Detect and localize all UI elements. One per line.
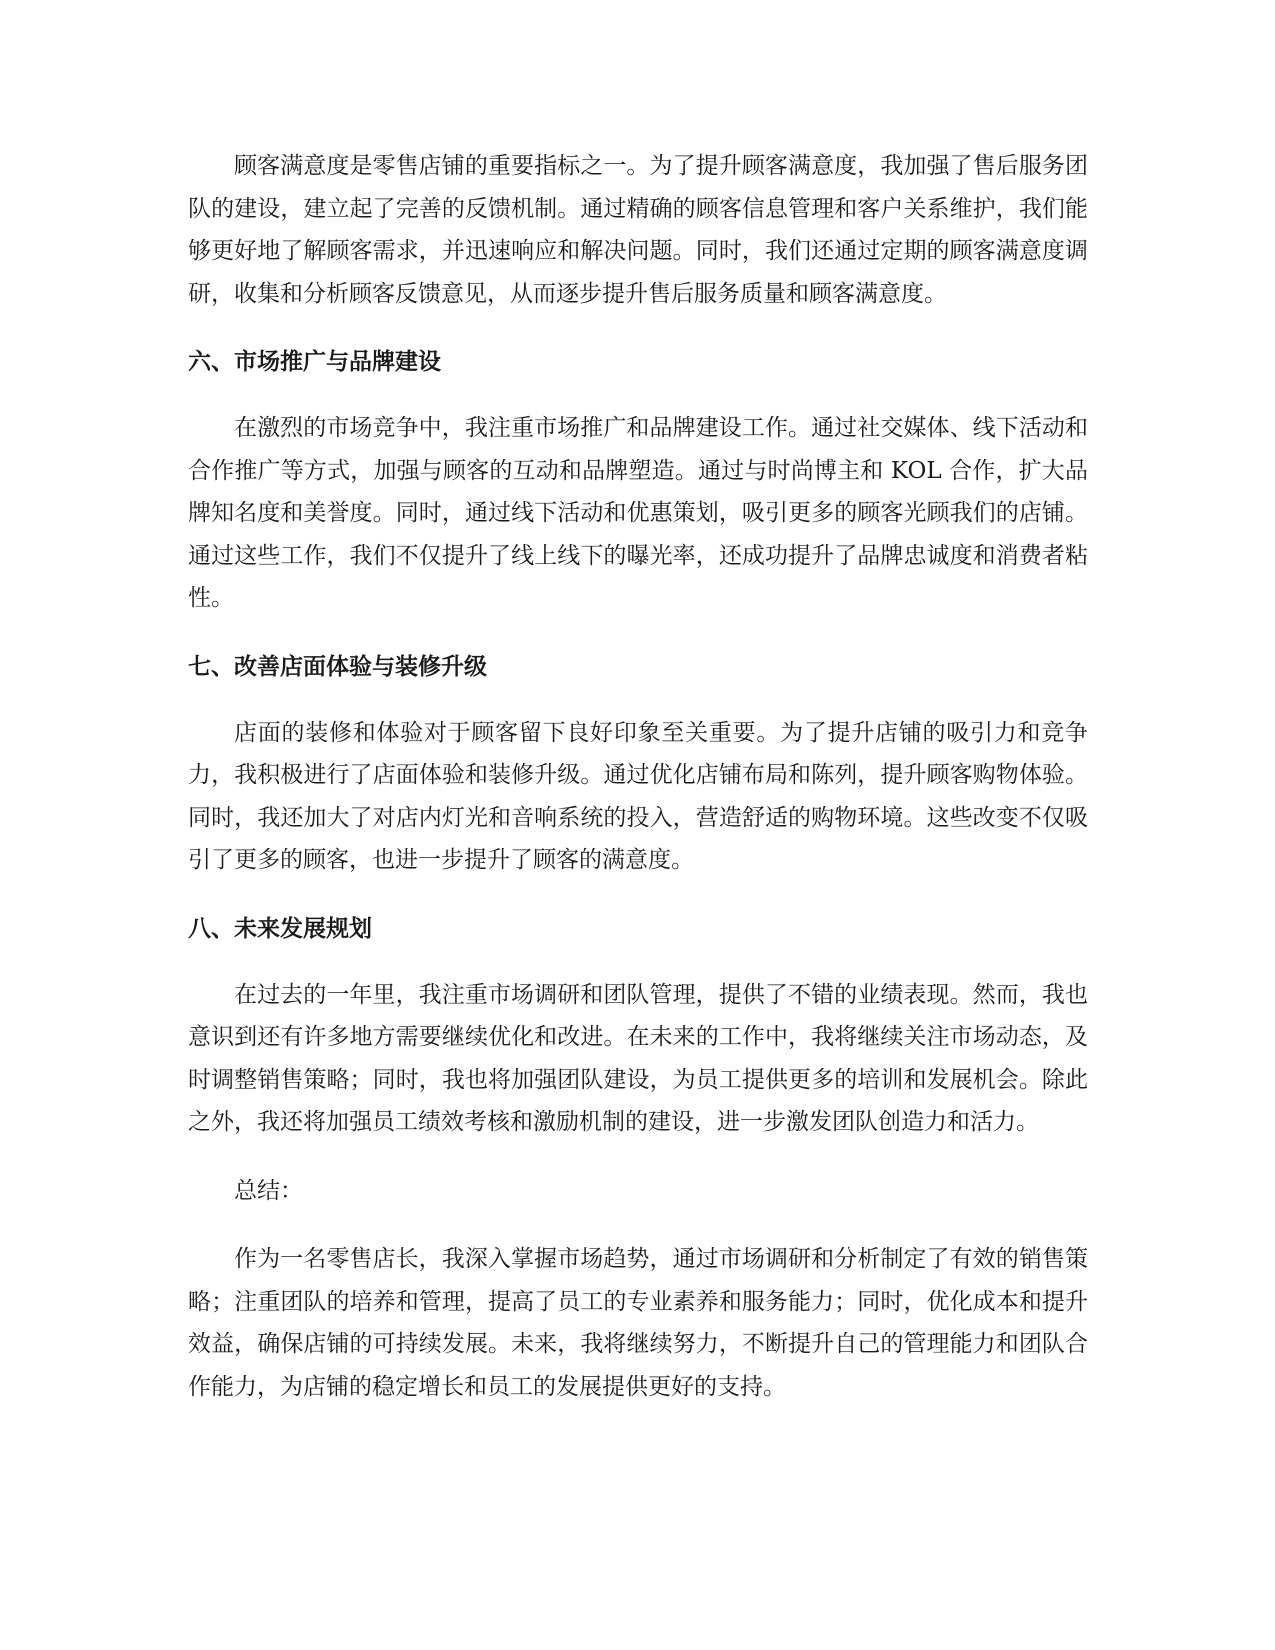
heading-future-plan: 八、未来发展规划 [188,915,372,942]
paragraph-store-experience: 店面的装修和体验对于顾客留下良好印象至关重要。为了提升店铺的吸引力和竞争力，我积极进行了店面体验和装修升级。通过优化店铺布局和陈列，提升顾客购物体验。同时，我还加大了对店内灯光和音响系统的投入，营造舒适的购物环境。这些改变不仅吸引了更多的顾客，也进一步提升了顾客的满意度。 [188,719,1088,873]
paragraph-summary: 作为一名零售店长，我深入掌握市场趋势，通过市场调研和分析制定了有效的销售策略；注重团队的培养和管理，提高了员工的专业素养和服务能力；同时，优化成本和提升效益，确保店铺的可持续发展。未来，我将继续努力，不断提升自己的管理能力和团队合作能力，为店铺的稳定增长和员工的发展提供更好的支持。 [188,1246,1088,1400]
paragraph-marketing-branding: 在激烈的市场竞争中，我注重市场推广和品牌建设工作。通过社交媒体、线下活动和合作推广等方式，加强与顾客的互动和品牌塑造。通过与时尚博主和 KOL 合作，扩大品牌知名度和美誉度。同时，通过线下活动和优惠策划，吸引更多的顾客光顾我们的店铺。通过这些工作，我们不仅提升了线上线下的曝光率，还成功提升了品牌忠诚度和消费者粘性。 [188,415,1088,611]
document-page [188,145,1088,1408]
heading-marketing-branding: 六、市场推广与品牌建设 [188,349,441,375]
paragraph-future-plan: 在过去的一年里，我注重市场调研和团队管理，提供了不错的业绩表现。然而，我也意识到还有许多地方需要继续优化和改进。在未来的工作中，我将继续关注市场动态，及时调整销售策略；同时，我也将加强团队建设，为员工提供更多的培训和发展机会。除此之外，我还将加强员工绩效考核和激励机制的建设，进一步激发团队创造力和活力。 [188,981,1088,1135]
paragraph-customer-satisfaction: 顾客满意度是零售店铺的重要指标之一。为了提升顾客满意度，我加强了售后服务团队的建设，建立起了完善的反馈机制。通过精确的顾客信息管理和客户关系维护，我们能够更好地了解顾客需求，并迅速响应和解决问题。同时，我们还通过定期的顾客满意度调研，收集和分析顾客反馈意见，从而逐步提升售后服务质量和顾客满意度。 [188,153,1088,307]
paragraph-summary-label: 总结： [234,1177,303,1204]
heading-store-experience: 七、改善店面体验与装修升级 [188,653,487,680]
